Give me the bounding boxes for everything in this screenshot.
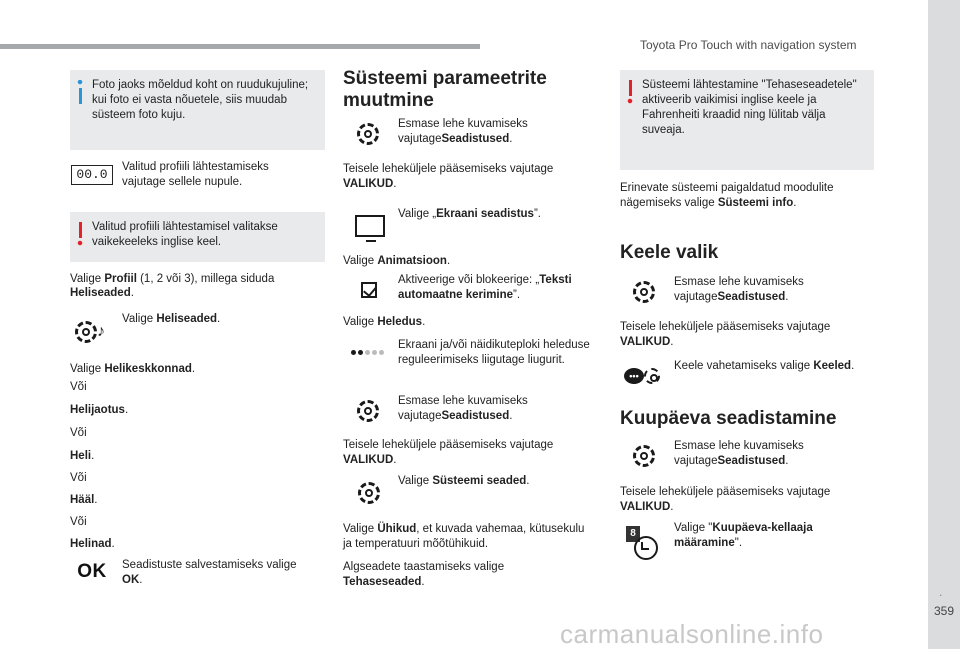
profile-text: Valige Profiil (1, 2 või 3), millega siduda bbox=[70, 273, 275, 285]
counter-icon: 00.0 bbox=[72, 165, 112, 185]
sound-settings-icon: ♪ bbox=[74, 318, 106, 346]
screen-icon bbox=[352, 210, 388, 242]
gear-icon bbox=[630, 442, 658, 470]
brightness-slider-icon bbox=[348, 345, 388, 359]
option-distribution: Helijaotus. bbox=[70, 404, 129, 416]
option-ringtones: Helinad. bbox=[70, 538, 115, 550]
next-page-text: Teisele leheküljele pääsemiseks vajutage VALIKUD. bbox=[620, 321, 831, 348]
press-settings-text: Esmase lehe kuvamiseks vajutageSeadistused. bbox=[398, 395, 528, 422]
side-strip bbox=[928, 0, 960, 649]
info-icon bbox=[77, 80, 83, 104]
info-note: Foto jaoks mõeldud koht on ruudukujuline; kui foto ei vasta nõuetele, siis muudab süsteem foto kuju. bbox=[70, 70, 325, 150]
date-time-text: Valige "Kuupäeva-kellaaja määramine". bbox=[674, 522, 813, 549]
profile-text-line2: Heliseaded. bbox=[70, 287, 134, 299]
select-sound-text: Valige Heliseaded. bbox=[122, 313, 221, 325]
brightness-text: Ekraani ja/või näidikuteploki heleduse reguleerimiseks liigutage liugurit. bbox=[398, 339, 590, 366]
section-heading-date: Kuupäeva seadistamine bbox=[620, 408, 837, 429]
header-title: Toyota Pro Touch with navigation system bbox=[640, 38, 857, 52]
section-heading-language: Keele valik bbox=[620, 242, 719, 263]
auto-scroll-text: Aktiveerige või blokeerige: „Teksti automaatne kerimine”. bbox=[398, 274, 572, 301]
or-text: Või bbox=[70, 381, 87, 393]
factory-text: Algseadete taastamiseks valige Tehaseseaded. bbox=[343, 561, 505, 588]
top-rule bbox=[0, 44, 480, 49]
animation-text: Valige Animatsioon. bbox=[343, 255, 451, 267]
reset-text: Valitud profiili lähtestamiseks vajutage sellele nupule. bbox=[122, 161, 269, 188]
system-settings-text: Valige Süsteemi seaded. bbox=[398, 475, 530, 487]
system-settings-icon bbox=[354, 478, 384, 508]
save-text: Seadistuste salvestamiseks valige OK. bbox=[122, 559, 297, 586]
press-settings-text: Esmase lehe kuvamiseks vajutageSeadistused. bbox=[674, 440, 804, 467]
watermark: carmanualsonline.info bbox=[560, 619, 824, 649]
factory-warn-note: Süsteemi lähtestamine "Tehaseseadetele" aktiveerib vaikimisi inglise keele ja Fahrenheiti kraadid ning lülitab välja suveaja. bbox=[620, 70, 874, 170]
press-settings-text: Esmase lehe kuvamiseks vajutageSeadistused. bbox=[398, 118, 528, 145]
page-dot: . bbox=[939, 585, 943, 599]
modules-text: Erinevate süsteemi paigaldatud moodulite nägemiseks valige Süsteemi info. bbox=[620, 182, 834, 209]
warning-icon bbox=[627, 80, 633, 104]
gear-icon bbox=[354, 397, 382, 425]
ok-icon: OK bbox=[77, 560, 107, 582]
warn-note: Valitud profiili lähtestamisel valitakse vaikekeeleks inglise keel. bbox=[70, 212, 325, 262]
or-text: Või bbox=[70, 516, 87, 528]
gear-icon bbox=[354, 120, 382, 148]
gear-icon bbox=[630, 278, 658, 306]
checkbox-icon bbox=[358, 279, 380, 301]
option-sound: Heli. bbox=[70, 450, 95, 462]
or-text: Või bbox=[70, 427, 87, 439]
warning-icon bbox=[77, 222, 83, 246]
step-badge: 8 bbox=[626, 526, 640, 542]
ambience-text: Valige Helikeskkonnad. bbox=[70, 363, 196, 375]
section-heading-system: Süsteemi parameetrite muutmine bbox=[343, 68, 547, 111]
clock-icon bbox=[632, 534, 660, 562]
language-settings-icon: ••• bbox=[624, 362, 660, 390]
brightness-label: Valige Heledus. bbox=[343, 316, 426, 328]
or-text: Või bbox=[70, 472, 87, 484]
option-voice: Hääl. bbox=[70, 494, 98, 506]
press-settings-text: Esmase lehe kuvamiseks vajutageSeadistused. bbox=[674, 276, 804, 303]
next-page-text: Teisele leheküljele pääsemiseks vajutage VALIKUD. bbox=[343, 439, 554, 466]
next-page-text: Teisele leheküljele pääsemiseks vajutage VALIKUD. bbox=[343, 163, 554, 190]
next-page-text: Teisele leheküljele pääsemiseks vajutage VALIKUD. bbox=[620, 486, 831, 513]
units-text: Valige Ühikud, et kuvada vahemaa, kütusekulu ja temperatuuri mõõtühikuid. bbox=[343, 523, 585, 550]
page-number: 359 bbox=[933, 604, 955, 618]
language-change-text: Keele vahetamiseks valige Keeled. bbox=[674, 360, 855, 372]
screen-settings-text: Valige „Ekraani seadistus”. bbox=[398, 208, 541, 220]
